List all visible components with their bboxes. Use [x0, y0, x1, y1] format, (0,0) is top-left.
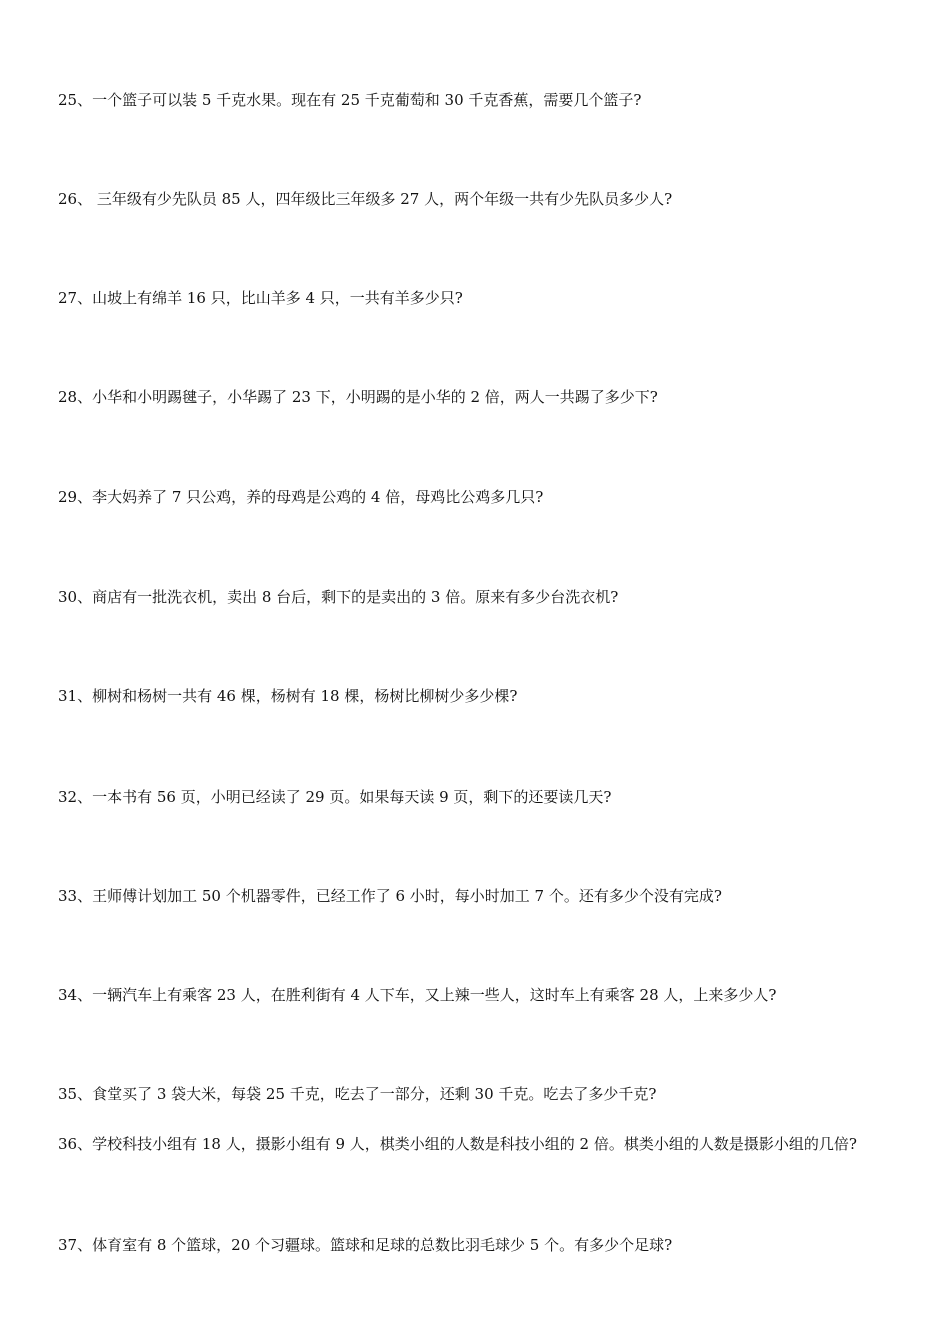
question-33: 33、王师傅计划加工 50 个机器零件，已经工作了 6 小时，每小时加工 7 个。还有多少个没有完成?: [58, 887, 722, 905]
question-36: 36、学校科技小组有 18 人，摄影小组有 9 人，棋类小组的人数是科技小组的 2 倍。棋类小组的人数是摄影小组的几倍?: [58, 1135, 857, 1153]
question-37: 37、体育室有 8 个篮球，20 个习疆球。篮球和足球的总数比羽毛球少 5 个。有多少个足球?: [58, 1236, 673, 1254]
question-34: 34、一辆汽车上有乘客 23 人，在胜利街有 4 人下车，又上辣一些人，这时车上有乘客 28 人，上来多少人?: [58, 986, 777, 1004]
question-28: 28、小华和小明踢毽子，小华踢了 23 下，小明踢的是小华的 2 倍，两人一共踢了多少下?: [58, 388, 658, 406]
question-26: 26、 三年级有少先队员 85 人，四年级比三年级多 27 人，两个年级一共有少先队员多少人?: [58, 190, 673, 208]
question-35: 35、食堂买了 3 袋大米，每袋 25 千克，吃去了一部分，还剩 30 千克。吃去了多少千克?: [58, 1085, 657, 1103]
question-27: 27、山坡上有绵羊 16 只，比山羊多 4 只，一共有羊多少只?: [58, 289, 463, 307]
question-29: 29、李大妈养了 7 只公鸡，养的母鸡是公鸡的 4 倍，母鸡比公鸡多几只?: [58, 488, 544, 506]
question-30: 30、商店有一批洗衣机，卖出 8 台后，剩下的是卖出的 3 倍。原来有多少台洗衣机?: [58, 588, 619, 606]
question-32: 32、一本书有 56 页，小明已经读了 29 页。如果每天读 9 页，剩下的还要读几天?: [58, 788, 612, 806]
question-25: 25、一个篮子可以装 5 千克水果。现在有 25 千克葡萄和 30 千克香蕉，需要几个篮子?: [58, 91, 642, 109]
question-31: 31、柳树和杨树一共有 46 棵，杨树有 18 棵，杨树比柳树少多少棵?: [58, 687, 518, 705]
